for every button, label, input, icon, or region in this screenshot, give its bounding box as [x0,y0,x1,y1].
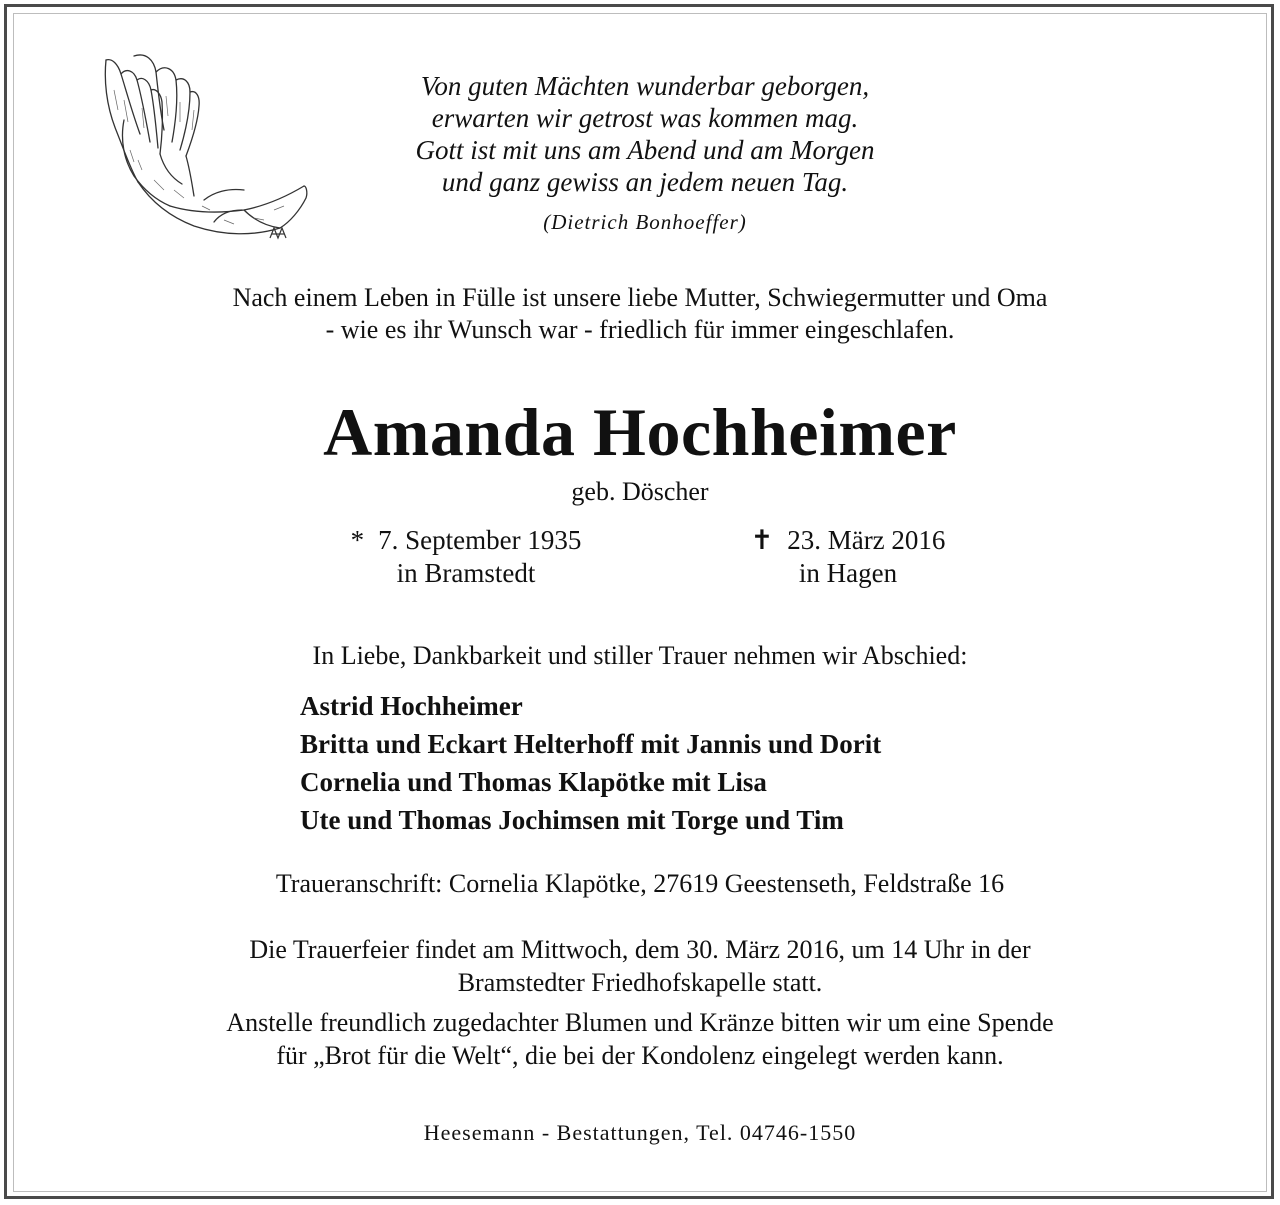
donation-line: für „Brot für die Welt“, die bei der Kondolenz eingelegt werden kann. [276,1041,1004,1070]
intro-line: Nach einem Leben in Fülle ist unsere liebe Mutter, Schwiegermutter und Oma [232,283,1048,312]
cross-icon: ✝ [750,525,774,555]
undertaker-contact: Heesemann - Bestattungen, Tel. 04746-1550 [423,1120,857,1145]
service-line: Die Trauerfeier findet am Mittwoch, dem 30. März 2016, um 14 Uhr in der [249,935,1031,964]
mourners-list [300,687,881,839]
intro-line: - wie es ihr Wunsch war - friedlich für immer eingeschlafen. [325,315,955,344]
quote-line: Gott ist mit uns am Abend und am Morgen [415,135,875,165]
birth-place: in Bramstedt [396,558,536,588]
service-line: Bramstedter Friedhofskapelle statt. [457,968,823,997]
mourning-address: Traueranschrift: Cornelia Klapötke, 27619 Geestenseth, Feldstraße 16 [275,869,1005,898]
quote-line: erwarten wir getrost was kommen mag. [431,103,859,133]
mourner-entry: Astrid Hochheimer [300,691,523,721]
quote-author: (Dietrich Bonhoeffer) [543,210,747,234]
quote-line: Von guten Mächten wunderbar geborgen, [420,71,870,101]
maiden-name: geb. Döscher [571,477,709,506]
death-date: 23. März 2016 [787,525,946,555]
death-place: in Hagen [798,558,898,588]
quote-line: und ganz gewiss an jedem neuen Tag. [441,167,849,197]
death-info [668,524,1028,590]
donation-line: Anstelle freundlich zugedachter Blumen und Kränze bitten wir um eine Spende [226,1008,1054,1037]
farewell-text: In Liebe, Dankbarkeit und stiller Trauer nehmen wir Abschied: [312,641,968,670]
mourner-entry: Cornelia und Thomas Klapötke mit Lisa [300,767,767,797]
donation-request [0,1006,1280,1072]
mourner-entry: Ute und Thomas Jochimsen mit Torge und Tim [300,805,844,835]
birth-date: 7. September 1935 [378,525,582,555]
bonhoeffer-quote [330,70,960,198]
birth-star-icon: * [350,525,365,555]
intro-text [0,282,1280,346]
birth-info [286,524,646,590]
praying-hands-icon [94,50,319,255]
deceased-name: Amanda Hochheimer [323,394,957,470]
mourner-entry: Britta und Eckart Helterhoff mit Jannis und Dorit [300,729,882,759]
funeral-service-info [0,933,1280,999]
